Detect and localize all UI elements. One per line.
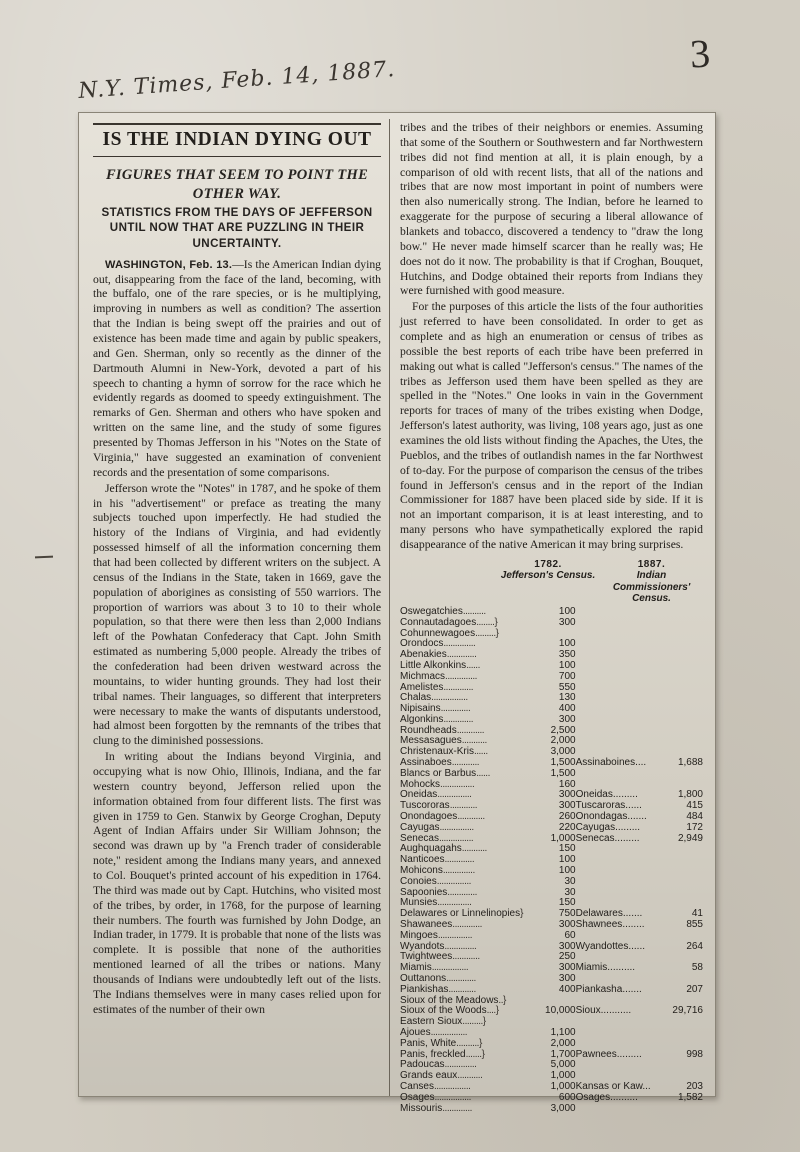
- census-count-1782: 2,500: [550, 724, 576, 736]
- article-subhead-italic: FIGURES THAT SEEM TO POINT THE OTHER WAY.: [105, 167, 369, 202]
- census-tribe-1887: [576, 769, 673, 780]
- census-tribe-1887: [576, 683, 673, 694]
- article-paragraph: In writing about the Indians beyond Virginia, and occupying what is now Ohio, Illinois, Indiana, and the far western country beyond, Jefferson relied upon the information obtained from four different lists. The first was given in 1759 to Gen. Stanwix by George Croghan, Deputy Agent of Indian Affairs under Sir William Johnson; the second was drawn up by "a French trader of considerable note," resident among the Indians many years, and annexed to Col. Bouquet's printed account of his expedition in 1764. The third was made out by Capt. Hutchins, who visited most of the tribes, by order, in 1768, for the purpose of learning their numbers. The fourth was furnished by John Dodge, an Indian trader, in 1779. It is probable that none of the lists was complete. It is possible that none of the authorities mentioned learned of all the tribes or nations. Many thousands of Indians were undoubtedly left out of the lists. The Indians themselves were in many cases relied upon for estimates of the number of their own: [93, 750, 382, 1016]
- census-tribe-1782: Conoies...............: [400, 875, 471, 887]
- census-tribe-1887: [576, 715, 673, 726]
- census-count-1782: 130: [558, 692, 576, 704]
- census-tribe-1887: [576, 888, 673, 899]
- census-count-1782: 300: [558, 973, 576, 985]
- census-count-1887: [672, 693, 703, 704]
- article-paragraph-text: —Is the American Indian dying out, disappearing from the face of the land, becoming, with the buffalo, one of the rare species, or is he multiplying, improving in numbers as well as condition? The assertion that the Indian is being swept off the prairies and out of existence has been made time and again by public speakers, and Gen. Sherman, only so recently as the dinner of the Dartmouth Alumni in New-York, devoted a part of his speech to chanting a hymn of sorrow for the race which he evidently regards as doomed to speedy extinguishment. The remarks of Gen. Sherman and others who have spoken and written on the same line, and the study of some figures presented by Thomas Jefferson in his "Notes on the State of Virginia," have suggested an examination of convenient records and the presentation of some comparisons.: [93, 257, 382, 479]
- census-count-1887: [672, 844, 703, 855]
- census-tribe-1887: Pawnees.........: [575, 1048, 642, 1060]
- census-tribe-1887: [576, 704, 673, 715]
- census-tribe-1782: Panis, freckled.......}: [400, 1048, 485, 1060]
- census-tribe-1887: [576, 639, 673, 650]
- census-count-1887: [672, 672, 703, 683]
- census-tribe-1782: Canses................: [400, 1080, 471, 1092]
- census-tribe-1887: [576, 736, 673, 747]
- census-count-1782: 1,500: [550, 757, 576, 769]
- census-count-1782: 1,700: [550, 1048, 576, 1060]
- census-count-1782: 150: [558, 897, 576, 909]
- census-header-blank: [400, 559, 496, 605]
- census-tribe-1782: Cohunnewagoes.........}: [400, 627, 499, 639]
- census-header-1782: [496, 559, 600, 605]
- census-count-1887: 203: [686, 1080, 703, 1092]
- census-header-1887: [600, 559, 703, 605]
- census-tribe-1887: Osages..........: [575, 1091, 638, 1103]
- census-count-1887: 1,688: [677, 757, 703, 769]
- census-count-1887: [672, 931, 703, 942]
- census-count-1887: [672, 1028, 703, 1039]
- census-count-1782: 300: [558, 962, 576, 974]
- census-count-1782: 100: [558, 605, 576, 617]
- census-count-1887: [672, 1017, 703, 1028]
- census-table-body: [400, 607, 703, 1114]
- census-tribe-1782: Blancs or Barbus......: [400, 767, 490, 779]
- census-tribe-1887: [576, 1060, 673, 1071]
- article-paragraph: tribes and the tribes of their neighbors or enemies. Assuming that some of the Southern or Southwestern and far Northwestern tribes did not find mention at all, it is plain enough, by a comparison of old with recent lists, that all of the nations and tribes that are now most important in point of numbers were then also numerically strong. The Indian, before he learned to exaggerate for the purpose of securing a liberal allowance of blankets and tobacco, discovered a tendency to "draw the long bow." He never made himself scarcer than he really was; He does not do it now. The probability is that if Croghan, Bouquet, Hutchins, and Dodge obtained their reports from Indians they were furnished with good measure.: [400, 121, 703, 298]
- census-count-1782: 350: [558, 649, 576, 661]
- census-tribe-1782: Sapoonies.............: [400, 886, 477, 898]
- census-count-1782: 100: [558, 638, 576, 650]
- census-count-1887: [672, 1039, 703, 1050]
- article-dateline: WASHINGTON, Feb. 13.: [105, 258, 233, 271]
- census-tribe-1782: Aughquagahs...........: [400, 843, 487, 855]
- census-tribe-1887: Assinaboines....: [575, 757, 647, 769]
- census-count-1782: 3,000: [550, 1102, 576, 1114]
- census-count-1887: 998: [686, 1048, 703, 1060]
- census-tribe-1782: Oneidas...............: [400, 789, 472, 801]
- census-header-1782-label: Jefferson's Census.: [500, 570, 596, 582]
- census-count-1782: 150: [558, 843, 576, 855]
- census-count-1887: [672, 855, 703, 866]
- archive-page-number: 3: [688, 30, 712, 77]
- census-tribe-1887: [576, 877, 673, 888]
- census-tribe-1782: Missouris.............: [400, 1102, 472, 1114]
- census-tribe-1782: Grands eaux...........: [400, 1070, 483, 1082]
- census-tribe-1887: Oneidas.........: [575, 789, 638, 801]
- census-tribe-1782: Eastern Sioux.........}: [400, 1016, 486, 1028]
- census-tribe-1887: Kansas or Kaw...: [575, 1080, 651, 1092]
- census-tribe-1887: [576, 855, 673, 866]
- census-count-1782: 2,000: [550, 735, 576, 747]
- census-count-1887: 264: [686, 940, 703, 952]
- census-tribe-1887: Shawnees........: [575, 919, 645, 931]
- census-count-1782: 260: [558, 811, 576, 823]
- census-count-1782: 5,000: [550, 1059, 576, 1071]
- census-tribe-1887: [576, 1017, 673, 1028]
- census-header-1887-label: Indian Commissioners' Census.: [612, 570, 691, 605]
- census-count-1782: 300: [558, 616, 576, 628]
- census-tribe-1887: [576, 629, 673, 640]
- census-count-1782: 550: [558, 681, 576, 693]
- census-count-1887: [672, 736, 703, 747]
- census-tribe-1887: [576, 844, 673, 855]
- census-count-1782: 60: [564, 929, 576, 941]
- census-count-1782: 1,500: [550, 767, 576, 779]
- census-tribe-1782: Christenaux-Kris......: [400, 746, 488, 758]
- census-count-1782: 3,000: [550, 746, 576, 758]
- census-count-1782: 220: [558, 821, 576, 833]
- census-tribe-1887: [576, 607, 673, 618]
- census-tribe-1887: Cayugas.........: [575, 821, 641, 833]
- census-count-1887: [672, 650, 703, 661]
- newspaper-clipping: [78, 112, 716, 1114]
- census-tribe-1782: Amelistes.............: [400, 681, 474, 693]
- census-tribe-1782: Abenakies.............: [400, 649, 477, 661]
- census-count-1887: [672, 629, 703, 640]
- census-tribe-1887: Senecas.........: [575, 832, 640, 844]
- census-count-1887: [672, 877, 703, 888]
- census-tribe-1887: [576, 1104, 673, 1115]
- census-tribe-1782: Mohocks...............: [400, 778, 475, 790]
- census-tribe-1887: Sioux...........: [575, 1005, 632, 1017]
- census-tribe-1782: Messasagues...........: [400, 735, 487, 747]
- census-count-1887: 207: [686, 983, 703, 995]
- census-count-1887: 1,582: [677, 1091, 703, 1103]
- census-count-1782: 300: [558, 940, 576, 952]
- table-row: [400, 1104, 703, 1115]
- census-count-1887: [672, 1104, 703, 1115]
- census-tribe-1887: Miamis..........: [575, 962, 636, 974]
- census-tribe-1887: Wyandottes......: [575, 940, 645, 952]
- census-tribe-1782: Osages................: [400, 1091, 471, 1103]
- census-tribe-1887: [576, 672, 673, 683]
- census-count-1887: [672, 639, 703, 650]
- census-tribe-1782: Michmacs..............: [400, 670, 477, 682]
- census-tribe-1782: Nipisains.............: [400, 703, 471, 715]
- census-count-1782: 300: [558, 919, 576, 931]
- census-tribe-1782: Twightwees............: [400, 951, 480, 963]
- census-count-1782: 300: [558, 713, 576, 725]
- census-count-1782: 100: [558, 854, 576, 866]
- census-count-1887: 2,949: [677, 832, 703, 844]
- census-tribe-1887: [576, 726, 673, 737]
- census-tribe-1887: [576, 866, 673, 877]
- census-tribe-1782: Cayugas...............: [400, 821, 474, 833]
- census-count-1887: 58: [691, 962, 703, 974]
- census-tribe-1782: Algonkins.............: [400, 713, 474, 725]
- census-tribe-1782: Wyandots..............: [400, 940, 477, 952]
- census-tribe-1782: Orondocs..............: [400, 638, 476, 650]
- census-count-1782: 250: [558, 951, 576, 963]
- census-tribe-1782: Munsies...............: [400, 897, 472, 909]
- census-count-1887: 484: [686, 811, 703, 823]
- census-tribe-1782: Panis, White..........}: [400, 1037, 482, 1049]
- census-tribe-1782: Tuscororas............: [400, 800, 478, 812]
- census-table-wrapper: [400, 559, 703, 1114]
- census-count-1782: 400: [558, 983, 576, 995]
- margin-pencil-mark: [35, 556, 53, 559]
- census-count-1782: 1,000: [550, 1070, 576, 1082]
- census-tribe-1782: Assinaboes............: [400, 757, 480, 769]
- census-count-1887: [672, 618, 703, 629]
- article-paragraph: For the purposes of this article the lists of the four authorities just referred to have been consolidated. In order to get as complete and as high an enumeration or census of tribes as possible the best reports of each tribe have been preferred in making out what is called "Jefferson's census." The names of the tribes as Jefferson used them have been spelled as they are spelled in the "Notes." One looks in vain in the Government reports for traces of many of the tribes existing when Dodge, Jefferson's latest authority, was living, 108 years ago, just as one examines the old lists without finding the Apaches, the Utes, the Pueblos, and the tribes of outlandish names in the far Northwest of to-day. For the purpose of comparison the census of the tribes found in Jefferson's census and in the report of the Indian Commissioner for 1887 have been placed side by side. If it is not an important comparison, it is at least interesting, and to many persons who have sympathetically explored the rapid disappearance of the native American it may bring surprises.: [400, 300, 703, 552]
- article-subhead-caps: STATISTICS FROM THE DAYS OF JEFFERSON UNTIL NOW THAT ARE PUZZLING IN THEIR UNCERTAINTY.: [101, 205, 373, 250]
- census-count-1887: [672, 1060, 703, 1071]
- census-count-1887: [672, 661, 703, 672]
- census-tribe-1782: Onondagoes............: [400, 811, 485, 823]
- census-tribe-1887: [576, 618, 673, 629]
- census-count-1887: [672, 726, 703, 737]
- census-tribe-1782: Nanticoes.............: [400, 854, 475, 866]
- census-tribe-1887: [576, 661, 673, 672]
- census-count-1887: 1,800: [677, 789, 703, 801]
- census-count-1782: 750: [558, 908, 576, 920]
- census-count-1887: [672, 683, 703, 694]
- census-count-1887: [672, 888, 703, 899]
- census-tribe-1782: Sioux of the Woods....}: [400, 1005, 499, 1017]
- census-count-1782: 700: [558, 670, 576, 682]
- census-count-1782: 300: [558, 800, 576, 812]
- census-tribe-1782: Miamis................: [400, 962, 469, 974]
- census-count-1887: [672, 866, 703, 877]
- census-count-1782: 400: [558, 703, 576, 715]
- census-tribe-1782: Roundheads............: [400, 724, 485, 736]
- census-count-1782: 600: [558, 1091, 576, 1103]
- article-paragraph: [93, 258, 381, 481]
- census-tribe-1782: Padoucas..............: [400, 1059, 477, 1071]
- article-headline: IS THE INDIAN DYING OUT: [93, 123, 381, 157]
- census-count-1782: 1,100: [550, 1027, 576, 1038]
- census-tribe-1782: Sioux of the Meadows..}: [400, 994, 506, 1006]
- census-count-1887: [672, 704, 703, 715]
- census-count-1782: 100: [558, 865, 576, 877]
- census-tribe-1887: [576, 650, 673, 661]
- census-tribe-1887: Delawares.......: [575, 908, 643, 920]
- census-table-header: [400, 559, 703, 605]
- census-count-1782: 30: [564, 886, 576, 898]
- census-count-1782: 10,000: [545, 1005, 576, 1017]
- census-tribe-1782: Shawanees.............: [400, 919, 482, 931]
- census-count-1887: 29,716: [672, 1005, 703, 1017]
- census-count-1782: 1,000: [550, 832, 576, 844]
- census-tribe-1782: Mohicons..............: [400, 865, 475, 877]
- census-tribe-1782: Ajoues................: [400, 1027, 468, 1038]
- census-tribe-1782: Connautadagoes........}: [400, 616, 498, 628]
- census-header-1782-year: 1782.: [534, 558, 562, 570]
- census-count-1782: 100: [558, 659, 576, 671]
- census-tribe-1782: Outtanons.............: [400, 973, 476, 985]
- census-tribe-1887: Tuscaroras......: [575, 800, 642, 812]
- census-tribe-1782: Piankishas............: [400, 983, 476, 995]
- census-header-1887-year: 1887.: [637, 558, 666, 570]
- census-tribe-1887: Piankasha.......: [575, 983, 642, 995]
- census-tribe-1782: Delawares or Linnelinopies}: [400, 908, 523, 920]
- census-tribe-1782: Senecas...............: [400, 832, 474, 844]
- census-count-1782: 160: [558, 778, 576, 790]
- census-table: [400, 607, 703, 1114]
- column-left: [85, 119, 390, 1096]
- census-tribe-1887: [576, 693, 673, 704]
- census-count-1887: 41: [691, 908, 703, 920]
- census-count-1887: [672, 769, 703, 780]
- census-tribe-1782: Little Alkonkins......: [400, 659, 480, 671]
- census-count-1887: [672, 607, 703, 618]
- census-count-1782: 2,000: [550, 1037, 576, 1049]
- column-right: [390, 119, 709, 1114]
- census-count-1887: 415: [686, 800, 703, 812]
- census-tribe-1782: Mingoes...............: [400, 929, 473, 941]
- article-paragraph: Jefferson wrote the "Notes" in 1787, and he spoke of them in his "advertisement" or preface as treating the many subjects touched upon imperfectly. He had studied the history of the Indians of Virginia, and had evidently possessed himself of all the information concerning them that had been collected by different writers on the subject. A census of the Indians in the State, taken in 1669, gave the population of aborigines as consisting of 550 warriors. The proportion of warriors was about 3 to 10 to their whole population, so that there were then less than 2,000 Indians left of the Powhatan Confederacy that Capt. John Smith estimated as numbering 5,000 people. Already the tribes of the confederation had been driven westward across the mountains, to wider hunting grounds. They had lost their tribal names. Their languages, so different that interpreters were necessary to make the wants of disputants understood, had almost been forgotten by the remnants of the tribes that clung to the diminished possessions.: [93, 481, 382, 748]
- census-count-1782: 30: [564, 875, 576, 887]
- census-count-1782: 300: [558, 789, 576, 801]
- census-count-1887: 172: [686, 821, 703, 833]
- census-tribe-1887: Onondagas.......: [575, 811, 647, 823]
- census-count-1887: 855: [686, 919, 703, 931]
- census-count-1782: 1,000: [550, 1080, 576, 1092]
- clipping-columns: [79, 113, 715, 1114]
- census-tribe-1782: Oswegatchies..........: [400, 605, 486, 617]
- census-tribe-1782: Chalas................: [400, 692, 468, 704]
- census-tribe-1887: [576, 1028, 673, 1039]
- handwritten-source-note: N.Y. Times, Feb. 14, 1887.: [77, 56, 396, 105]
- census-count-1887: [672, 715, 703, 726]
